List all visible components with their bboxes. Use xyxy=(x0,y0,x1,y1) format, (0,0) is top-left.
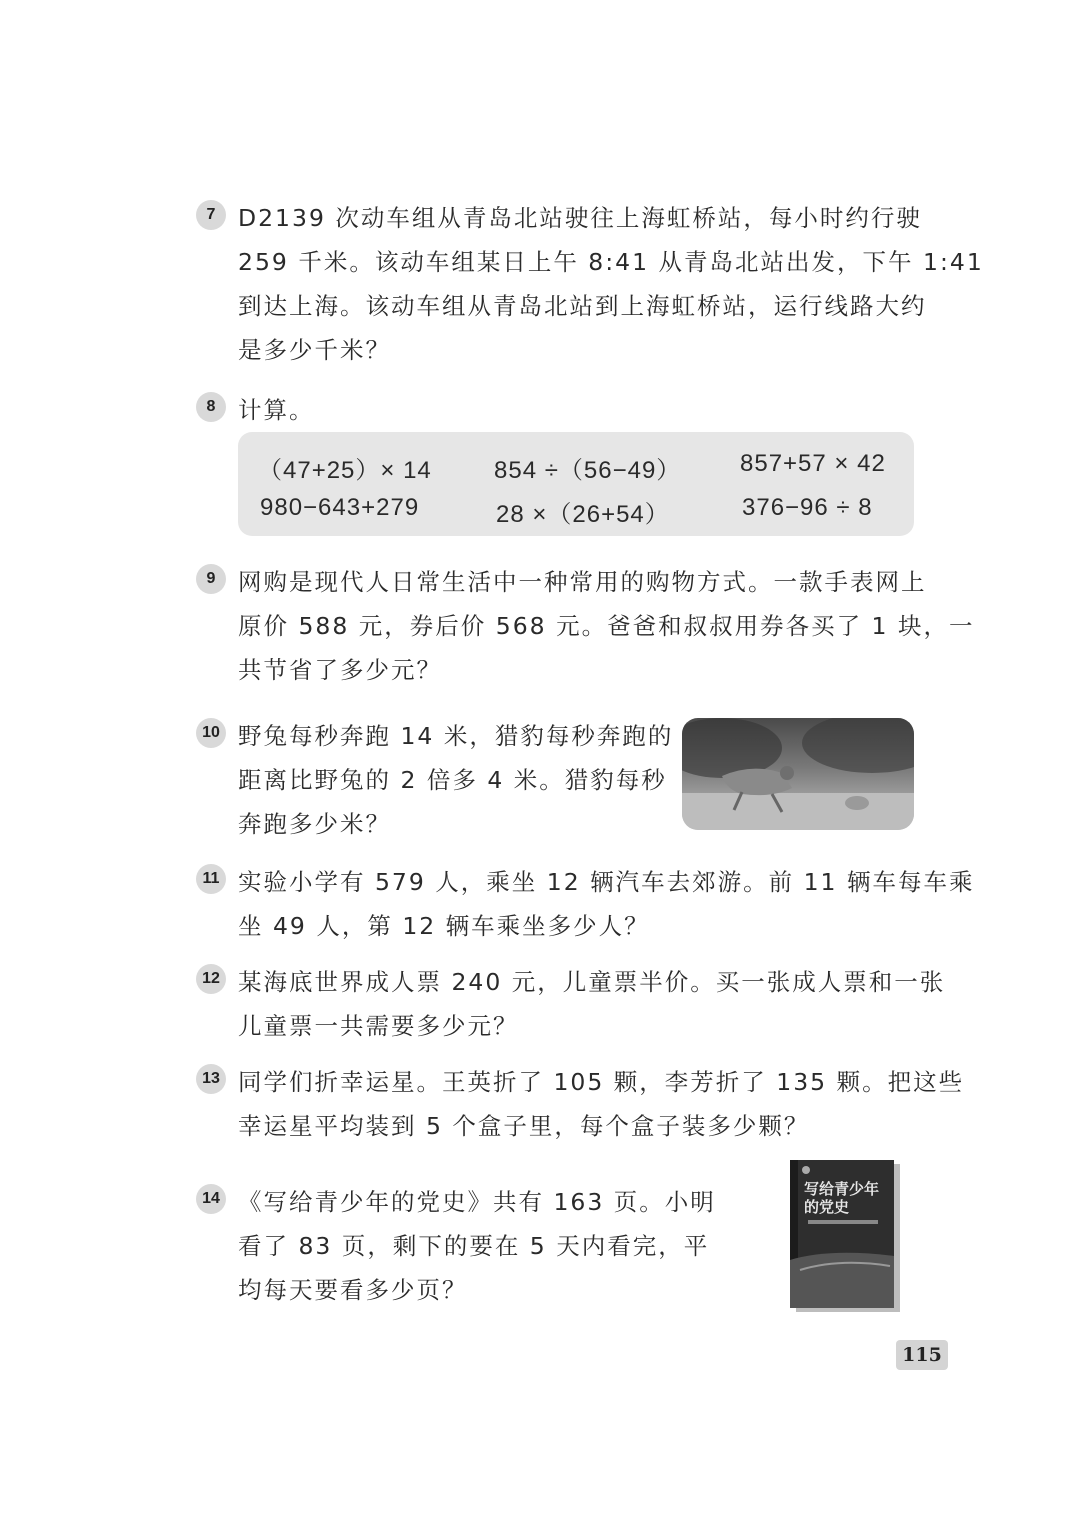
text-line: 均每天要看多少页？ xyxy=(238,1276,468,1304)
book-cover xyxy=(790,1160,902,1314)
calculation-box xyxy=(238,432,914,536)
page-number: 115 xyxy=(896,1340,948,1370)
problem-text xyxy=(238,1180,716,1312)
calc-expression: 854 ÷（56−49） xyxy=(494,457,682,484)
problem-text xyxy=(238,560,974,692)
problem-number: 12 xyxy=(196,964,226,994)
problem-number: 7 xyxy=(196,200,226,230)
text-line: 到达上海。该动车组从青岛北站到上海虹桥站，运行线路大约 xyxy=(238,292,927,320)
problem-number: 10 xyxy=(196,718,226,748)
text-line: 儿童票一共需要多少元？ xyxy=(238,1012,519,1040)
text-line: 《写给青少年的党史》共有 163 页。小明 xyxy=(238,1188,716,1216)
text-line: 坐 49 人，第 12 辆车乘坐多少人？ xyxy=(238,912,650,940)
text-line: 实验小学有 579 人，乘坐 12 辆汽车去郊游。前 11 辆车每车乘 xyxy=(238,868,975,896)
text-line: 看了 83 页，剩下的要在 5 天内看完，平 xyxy=(238,1232,710,1260)
calc-expression: 28 ×（26+54） xyxy=(496,501,670,528)
problem-number: 9 xyxy=(196,564,226,594)
calc-expression: （47+25）× 14 xyxy=(258,457,432,484)
text-line: 某海底世界成人票 240 元，儿童票半价。买一张成人票和一张 xyxy=(238,968,946,996)
text-line: 原价 588 元，券后价 568 元。爸爸和叔叔用券各买了 1 块，一 xyxy=(238,612,975,640)
text-line: 259 千米。该动车组某日上午 8:41 从青岛北站出发，下午 1:41 xyxy=(238,248,984,276)
text-line: 是多少千米？ xyxy=(238,336,391,364)
book-title: 写给青少年的党史 xyxy=(804,1180,880,1216)
text-line: 计算。 xyxy=(238,396,315,424)
problem-text xyxy=(238,196,984,372)
problem-text xyxy=(238,714,673,846)
text-line: 野兔每秒奔跑 14 米，猎豹每秒奔跑的 xyxy=(238,722,674,750)
text-line: 奔跑多少米？ xyxy=(238,810,391,838)
calc-expression: 980−643+279 xyxy=(260,494,420,521)
cheetah-rabbit-photo xyxy=(682,718,914,830)
text-line: 网购是现代人日常生活中一种常用的购物方式。一款手表网上 xyxy=(238,568,927,596)
problem-text xyxy=(238,1060,964,1148)
problem-text xyxy=(238,960,945,1048)
problem-text xyxy=(238,388,315,432)
problem-text xyxy=(238,860,974,948)
problem-number: 13 xyxy=(196,1064,226,1094)
calc-expression: 376−96 ÷ 8 xyxy=(742,494,873,521)
calc-expression: 857+57 × 42 xyxy=(740,450,886,477)
problem-number: 11 xyxy=(196,864,226,894)
text-line: 同学们折幸运星。王英折了 105 颗，李芳折了 135 颗。把这些 xyxy=(238,1068,965,1096)
text-line: D2139 次动车组从青岛北站驶往上海虹桥站，每小时约行驶 xyxy=(238,204,922,232)
text-line: 距离比野兔的 2 倍多 4 米。猎豹每秒 xyxy=(238,766,667,794)
text-line: 共节省了多少元？ xyxy=(238,656,442,684)
problem-number: 8 xyxy=(196,392,226,422)
problem-number: 14 xyxy=(196,1184,226,1214)
text-line: 幸运星平均装到 5 个盒子里，每个盒子装多少颗？ xyxy=(238,1112,810,1140)
